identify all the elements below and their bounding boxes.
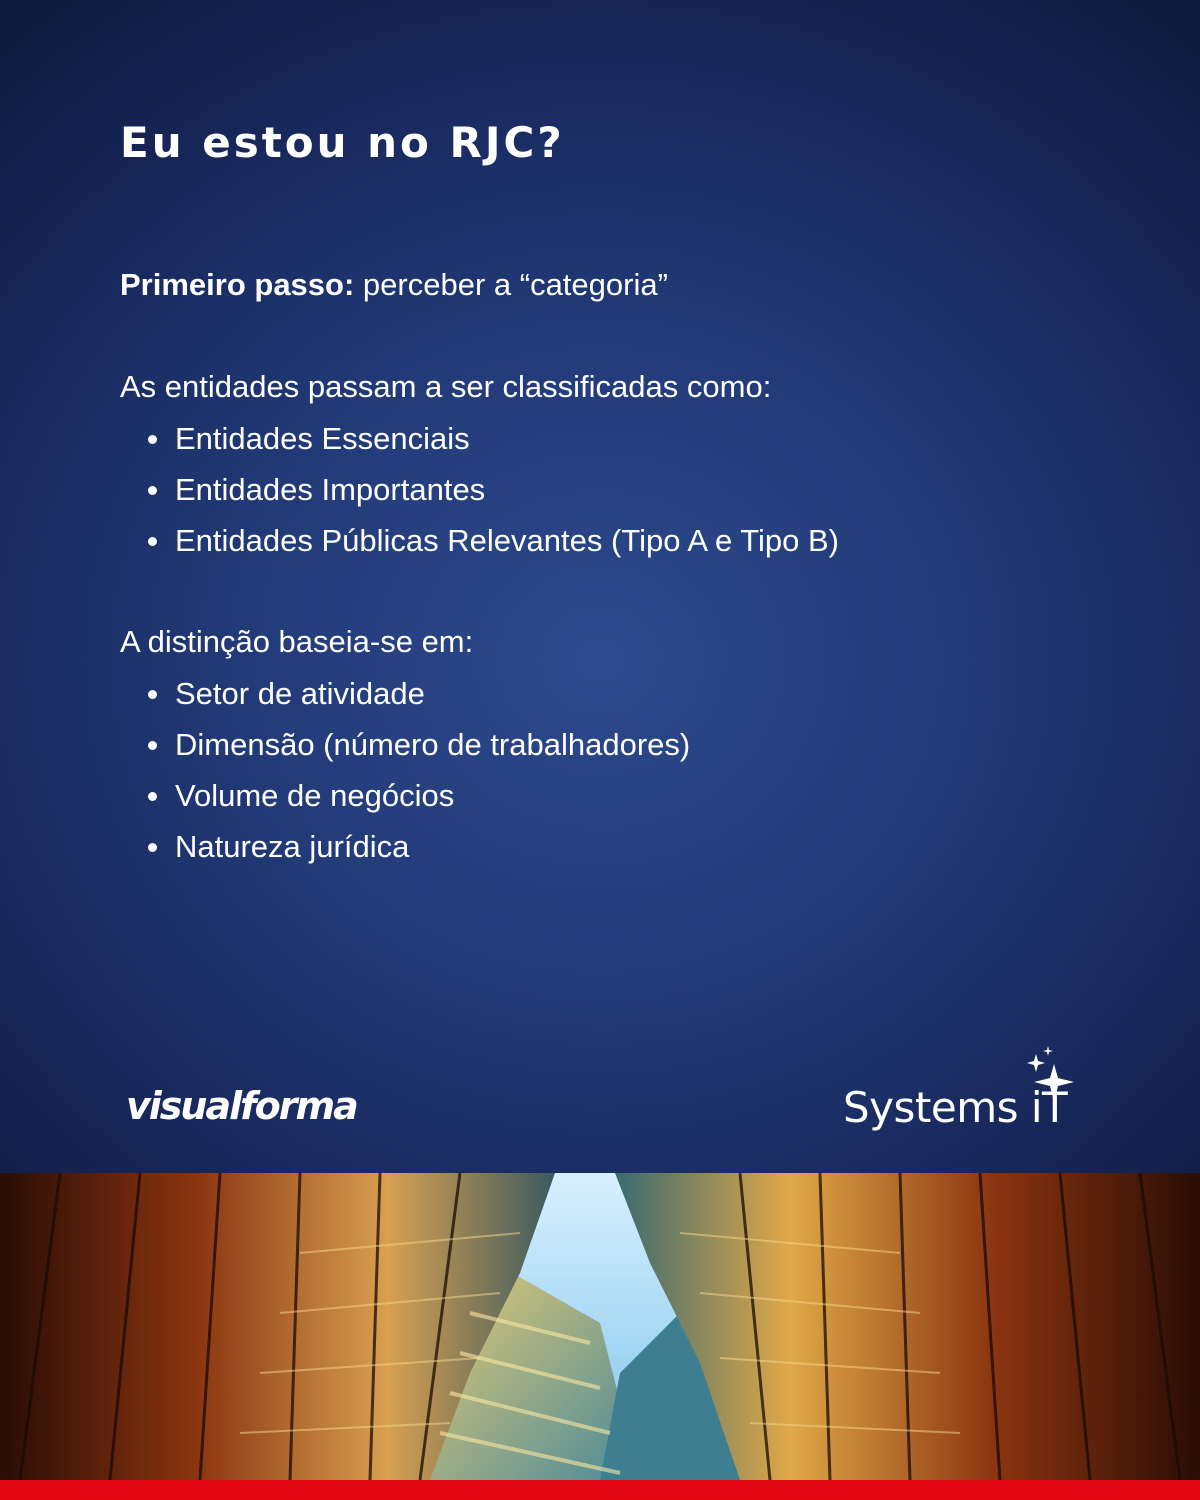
list-item: Entidades Importantes [175,464,839,515]
sparkle-icon [1018,1044,1078,1104]
visualforma-logo: visualforma [126,1084,357,1128]
first-step-line [120,266,668,303]
list-item: Dimensão (número de trabalhadores) [175,719,690,770]
skyscrapers-photo [0,1173,1200,1480]
list-item: Entidades Públicas Relevantes (Tipo A e Tipo B) [175,515,839,566]
page-title: Eu estou no RJC? [120,118,565,167]
accent-bar [0,1480,1200,1500]
list-item: Setor de atividade [175,668,690,719]
distinction-list [175,668,690,872]
list-item: Natureza jurídica [175,821,690,872]
list-item: Entidades Essenciais [175,413,839,464]
distinction-intro: A distinção baseia-se em: [120,624,474,659]
systems-it-logo: Systems iT [843,1083,1068,1132]
first-step-label: Primeiro passo: [120,267,355,302]
first-step-text: perceber a “categoria” [354,267,668,302]
classification-intro: As entidades passam a ser classificadas como: [120,369,772,404]
list-item: Volume de negócios [175,770,690,821]
classification-list [175,413,839,566]
